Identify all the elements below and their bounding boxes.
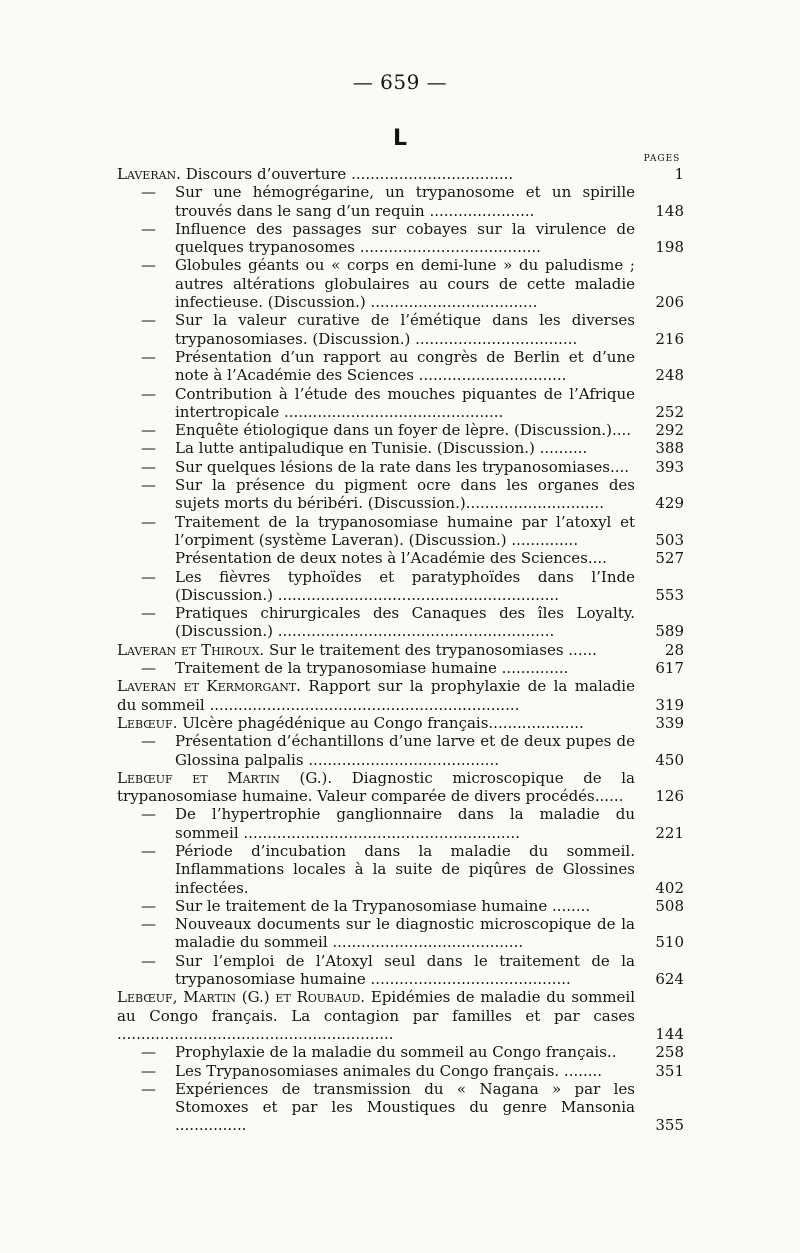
author-index-list (0, 165, 800, 1135)
page-reference: 553 (655, 585, 684, 604)
entry-title: Les fièvres typhoïdes et paratyphoïdes dans l’Inde (Discussion.) ........................................................... (175, 567, 635, 604)
ditto-dash: — (141, 841, 156, 860)
entry-title: Période d’incubation dans la maladie du sommeil. Inflammations locales à la suite de piqûres de Glossines infectées. (175, 841, 635, 897)
ditto-dash: — (141, 421, 156, 440)
page-reference: 248 (655, 366, 684, 385)
entry-title: Rapport sur la prophylaxie de la maladie du sommeil ................................................................. (117, 677, 635, 714)
page-reference: 393 (655, 457, 684, 476)
entry-title: Expériences de transmission du « Nagana » par les Stomoxes et par les Moustiques du genre Mansonia ............... (175, 1079, 635, 1135)
ditto-dash: — (141, 567, 156, 586)
pages-column-header: PAGES (643, 154, 681, 164)
ditto-dash: — (141, 805, 156, 824)
index-entry (0, 952, 800, 989)
page-reference: 28 (664, 640, 684, 659)
entry-title: Sur la présence du pigment ocre dans les organes des sujets morts du béribéri. (Discussion.)............................. (175, 476, 635, 513)
ditto-dash: — (141, 659, 156, 678)
index-entry (0, 256, 800, 311)
page-reference: 624 (655, 970, 684, 989)
entry-title: Sur l’emploi de l’Atoxyl seul dans le traitement de la trypanosomiase humaine .......................................... (175, 951, 635, 989)
index-entry (0, 183, 800, 220)
page-reference: 258 (655, 1043, 684, 1062)
ditto-dash: — (141, 604, 156, 623)
index-entry (0, 385, 800, 422)
index-entry (0, 988, 800, 1043)
author-name: Laveran et Kermorgant. (117, 677, 301, 696)
page-reference: 510 (655, 933, 684, 952)
ditto-dash: — (141, 439, 156, 458)
page-reference: 319 (655, 695, 684, 714)
author-name: Lebœuf. (117, 713, 178, 732)
entry-title: Traitement de la trypanosomiase humaine .............. (175, 659, 569, 678)
entry-title: Globules géants ou « corps en demi-lune » du paludisme ; autres altérations globulaires au cours de cette maladie infectieuse. (Discussion.) ................................... (175, 256, 635, 312)
entry-title: Traitement de la trypanosomiase humaine par l’atoxyl et l’orpiment (système Laveran). (Discussion.) .............. (175, 512, 635, 549)
index-entry (0, 714, 800, 732)
entry-title: Discours d’ouverture .................................. (185, 165, 514, 183)
ditto-dash: — (141, 951, 156, 970)
entry-title: Sur quelques lésions de la rate dans les trypanosomiases.... (175, 457, 630, 476)
page-reference: 589 (655, 622, 684, 641)
index-entry (0, 677, 800, 714)
page-reference: 339 (655, 713, 684, 732)
author-name: Lebœuf et Martin (G.). (117, 768, 333, 787)
page-number: — 659 — (352, 70, 448, 94)
author-name: Lebœuf, Martin (G.) et Roubaud. (117, 988, 366, 1007)
entry-title: De l’hypertrophie ganglionnaire dans la maladie du sommeil .......................................................... (175, 805, 635, 842)
index-entry (0, 604, 800, 641)
page-reference: 388 (655, 439, 684, 458)
entry-title: Nouveaux documents sur le diagnostic microscopique de la maladie du sommeil ........................................ (175, 915, 635, 952)
page-reference: 1 (674, 165, 684, 183)
entry-title: Diagnostic microscopique de la trypanosomiase humaine. Valeur comparée de divers procédés...... (117, 768, 635, 806)
author-name: Laveran. (117, 165, 181, 183)
page-reference: 355 (655, 1116, 684, 1135)
page-reference: 617 (655, 659, 684, 678)
entry-title: Contribution à l’étude des mouches piquantes de l’Afrique intertropicale .............................................. (175, 384, 635, 421)
index-entry (0, 476, 800, 513)
index-entry (0, 568, 800, 605)
index-entry (0, 311, 800, 348)
ditto-dash: — (141, 219, 156, 238)
page-reference: 402 (655, 878, 684, 897)
entry-title: Epidémies de maladie du sommeil au Congo français. La contagion par familles et par cases .......................................................... (117, 988, 635, 1043)
page-reference: 221 (655, 823, 684, 842)
entry-title: Enquête étiologique dans un foyer de lèpre. (Discussion.).... (175, 421, 632, 440)
ditto-dash: — (141, 1079, 156, 1098)
index-entry (0, 421, 800, 439)
page-reference: 292 (655, 421, 684, 440)
index-entry (0, 1062, 800, 1080)
page-reference: 144 (655, 1024, 684, 1043)
ditto-dash: — (141, 915, 156, 934)
ditto-dash: — (141, 896, 156, 915)
index-entry (0, 458, 800, 476)
page-reference: 351 (655, 1061, 684, 1080)
entry-title: Présentation de deux notes à l’Académie des Sciences.... (175, 549, 607, 568)
ditto-dash: — (141, 1043, 156, 1062)
ditto-dash: — (141, 457, 156, 476)
page-reference: 198 (655, 238, 684, 257)
index-entry (0, 549, 800, 567)
page-reference: 508 (655, 896, 684, 915)
entry-title: Présentation d’un rapport au congrès de Berlin et d’une note à l’Académie des Sciences ............................... (175, 347, 635, 385)
entry-title: Sur le traitement des trypanosomiases ...... (268, 640, 597, 659)
page-reference: 429 (655, 494, 684, 513)
ditto-dash: — (141, 256, 156, 275)
ditto-dash: — (141, 347, 156, 366)
page-reference: 450 (655, 750, 684, 769)
index-entry (0, 641, 800, 659)
entry-title: Les Trypanosomiases animales du Congo français. ........ (175, 1061, 603, 1080)
entry-title: La lutte antipaludique en Tunisie. (Discussion.) .......... (175, 439, 588, 458)
index-entry (0, 897, 800, 915)
ditto-dash: — (141, 476, 156, 495)
index-entry (0, 165, 800, 183)
page-reference: 148 (655, 201, 684, 220)
index-entry (0, 659, 800, 677)
page-reference: 527 (655, 549, 684, 568)
page-reference: 126 (655, 787, 684, 806)
index-entry (0, 842, 800, 897)
entry-title: Sur la valeur curative de l’émétique dans les diverses trypanosomiases. (Discussion.) .................................. (175, 311, 635, 348)
page-reference: 252 (655, 402, 684, 421)
ditto-dash: — (141, 1061, 156, 1080)
ditto-dash: — (141, 183, 156, 202)
index-entry (0, 220, 800, 257)
index-entry (0, 1043, 800, 1061)
entry-title: Sur une hémogrégarine, un trypanosome et un spirille trouvés dans le sang d’un requin ...................... (175, 183, 635, 220)
entry-title: Présentation d’échantillons d’une larve et de deux pupes de Glossina palpalis ........................................ (175, 732, 635, 769)
index-entry (0, 805, 800, 842)
entry-title: Ulcère phagédénique au Congo français.................... (182, 713, 584, 732)
index-entry (0, 732, 800, 769)
ditto-dash: — (141, 384, 156, 403)
ditto-dash: — (141, 512, 156, 531)
entry-title: Sur le traitement de la Trypanosomiase humaine ........ (175, 896, 591, 915)
page-reference: 503 (655, 530, 684, 549)
entry-title: Pratiques chirurgicales des Canaques des îles Loyalty. (Discussion.) .......................................................... (175, 604, 635, 641)
index-entry (0, 348, 800, 385)
index-entry (0, 1080, 800, 1135)
index-entry (0, 513, 800, 550)
index-entry (0, 769, 800, 806)
ditto-dash: — (141, 311, 156, 330)
page-reference: 206 (655, 293, 684, 312)
ditto-dash: — (141, 732, 156, 751)
page-reference: 216 (655, 329, 684, 348)
author-name: Laveran et Thiroux. (117, 640, 265, 659)
index-entry (0, 915, 800, 952)
section-letter-heading: L (392, 126, 408, 151)
index-entry (0, 439, 800, 457)
entry-title: Prophylaxie de la maladie du sommeil au Congo français.. (175, 1043, 617, 1062)
entry-title: Influence des passages sur cobayes sur la virulence de quelques trypanosomes ...................................... (175, 219, 635, 257)
